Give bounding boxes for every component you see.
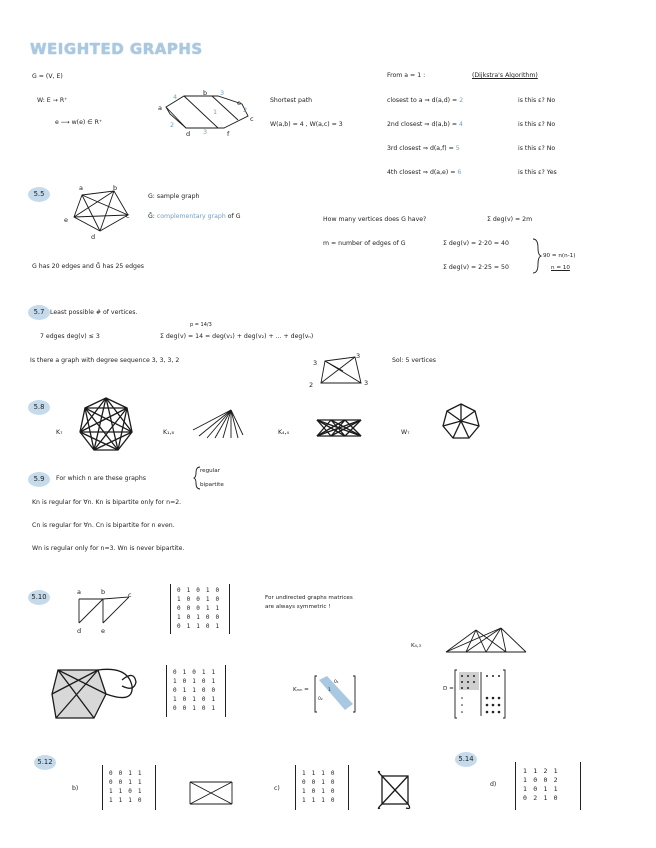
dijkstra-start: From a = 1 : — [387, 72, 426, 79]
weights-example: W(a,b) = 4 , W(a,c) = 3 — [270, 121, 343, 128]
sum-complement: Σ deg(v) = 2·25 = 50 — [443, 264, 509, 271]
block-label: 1 — [328, 688, 331, 693]
dijkstra-check: is this ε? No — [518, 97, 556, 104]
edge-weight: 3 — [203, 128, 208, 136]
bipartite-label: K₄,₃ — [411, 643, 421, 649]
graph-label-k7: K₇ — [56, 429, 63, 436]
matrix-row: 1 1 1 0 — [109, 797, 143, 804]
matrix-row: 1 0 1 0 1 — [173, 696, 217, 703]
constraint-line: 7 edges deg(v) ≤ 3 — [40, 333, 100, 340]
vertex-label: d — [91, 233, 96, 241]
vertex-label: d — [186, 130, 191, 138]
curly-brace — [532, 238, 542, 274]
dijkstra-step: 4th closest ⇒ d(a,e) = — [387, 169, 456, 176]
degree-label: 3 — [364, 379, 369, 387]
part-label: c) — [274, 785, 280, 792]
bipartite-k43-diagram — [436, 624, 536, 658]
edge-weight: 1 — [213, 108, 218, 116]
wheel-graph-w7 — [441, 402, 481, 440]
option-regular: regular — [200, 468, 220, 474]
dijkstra-check: is this ε? Yes — [518, 169, 557, 176]
edges-statement: G has 20 edges and Ḡ has 25 edges — [32, 263, 144, 270]
edge-weight: 3 — [220, 89, 225, 97]
dijkstra-step: 2nd closest ⇒ d(a,b) = — [387, 121, 458, 128]
directed-graph-diagram — [75, 593, 135, 629]
matrix-row: 1 0 0 1 0 — [177, 596, 221, 603]
edge-weight-map: e ⟶ w(e) ∈ R⁺ — [55, 119, 103, 126]
matrix-row: 0 1 1 0 1 — [177, 623, 221, 630]
matrix-row: 0 1 0 1 1 — [173, 669, 217, 676]
note-line: are always symmetric ! — [265, 604, 331, 610]
block-label: 0₁ — [334, 680, 339, 685]
part-label: b) — [72, 785, 79, 792]
answer-line: Cn is regular for ∀n. Cn is bipartite for n even. — [32, 522, 175, 529]
edge-weight: 2 — [170, 121, 175, 129]
pattern-matrix-label: D = — [443, 686, 454, 692]
adjacency-matrix — [515, 762, 581, 810]
note-line: For undirected graphs matrices — [265, 595, 353, 601]
matrix-row: 0 1 0 1 0 — [177, 587, 221, 594]
star-graph-k18 — [191, 408, 243, 440]
complement-prefix: Ḡ: — [148, 213, 155, 220]
vertex-label: b — [203, 89, 208, 97]
section-badge: 5.5 — [28, 187, 50, 202]
dijkstra-step: 3rd closest ⇒ d(a,f) = — [387, 145, 454, 152]
matrix-row: 1 0 1 1 — [523, 785, 559, 793]
bipartite-graph-k44 — [315, 418, 363, 438]
multigraph-diagram — [48, 664, 138, 724]
sample-graph-label: G: sample graph — [148, 193, 200, 200]
edge-weight: 2 — [243, 106, 248, 114]
section-badge: 5.9 — [28, 472, 50, 487]
vertex-label: e — [64, 216, 68, 224]
vertex-label: c — [250, 115, 254, 123]
kmn-label: Kₘₙ = — [293, 687, 309, 693]
matrix-row: 0 0 1 1 — [109, 779, 143, 786]
matrix-row: 1 0 0 2 — [523, 776, 559, 784]
vertex-label: b — [101, 588, 106, 596]
matrix-row: 1 1 0 1 — [109, 788, 143, 795]
vertex-label: f — [227, 130, 230, 138]
dijkstra-step: closest to a ⇒ d(a,d) = — [387, 97, 458, 104]
section-heading: Least possible # of vertices. — [50, 309, 138, 316]
result-answer: n = 10 — [551, 265, 570, 271]
graph-b-diagram — [186, 778, 236, 808]
matrix-row: 0 0 1 0 — [302, 779, 336, 786]
answer-line: Wn is regular only for n=3. Wn is never bipartite. — [32, 545, 185, 552]
vertex-label: c — [126, 212, 130, 220]
dijkstra-check: is this ε? No — [518, 121, 556, 128]
section-badge: 5.8 — [28, 400, 50, 415]
matrix-row: 0 0 1 0 1 — [173, 705, 217, 712]
vertex-label: c — [128, 591, 132, 599]
shortest-path-label: Shortest path — [270, 97, 313, 104]
degree-label: 3 — [356, 352, 361, 360]
degree-sequence-graph — [315, 355, 367, 391]
graph-label-k18: K₁,₈ — [163, 429, 174, 436]
dot-pattern-matrix — [453, 668, 507, 720]
complement-suffix: of G — [227, 213, 241, 220]
matrix-row: 0 0 1 1 — [109, 770, 143, 777]
degree-label: 3 — [313, 359, 318, 367]
matrix-row: 0 0 0 1 1 — [177, 605, 221, 612]
dijkstra-value: 2 — [459, 97, 464, 104]
graph-label-k44: K₄,₄ — [278, 429, 289, 436]
result-equation: 90 = n(n-1) — [543, 253, 576, 259]
dijkstra-value: 5 — [455, 145, 460, 152]
graph-c-diagram — [376, 770, 412, 810]
vertex-label: e — [101, 627, 105, 635]
matrix-row: 1 0 1 0 0 — [177, 614, 221, 621]
question-text: Is there a graph with degree sequence 3, 3, 3, 2 — [30, 357, 180, 364]
vertex-label: e — [237, 99, 241, 107]
matrix-row: 0 1 1 0 0 — [173, 687, 217, 694]
section-badge: 5.12 — [34, 755, 56, 770]
adjacency-matrix — [295, 765, 349, 810]
vertex-label: d — [77, 627, 82, 635]
block-label: 0₂ — [318, 697, 323, 702]
dijkstra-value: 6 — [457, 169, 462, 176]
part-label: d) — [490, 781, 497, 788]
section-badge: 5.14 — [455, 752, 477, 767]
dijkstra-value: 4 — [459, 121, 463, 128]
matrix-row: 0 2 1 0 — [523, 794, 559, 802]
page-title: WEIGHTED GRAPHS — [30, 40, 203, 58]
matrix-row: 1 0 1 0 — [302, 788, 336, 795]
handshake-formula: Σ deg(v) = 2m — [487, 216, 533, 223]
matrix-row: 1 1 1 0 — [302, 770, 336, 777]
complement-term: complementary graph — [156, 213, 226, 220]
adjacency-matrix — [170, 584, 230, 634]
adjacency-matrix — [102, 765, 156, 810]
graph-definition: G = (V, E) — [32, 73, 63, 80]
graph-label-w7: W₇ — [401, 429, 410, 436]
degree-sum: Σ deg(v) = 14 = deg(v₁) + deg(v₂) + ... + deg(vₙ) — [160, 333, 314, 340]
matrix-row: 1 1 2 1 — [523, 767, 559, 775]
section-badge: 5.10 — [28, 590, 50, 605]
dijkstra-title: (Dijkstra's Algorithm) — [472, 72, 538, 79]
weight-function: W: E → R⁺ — [37, 97, 68, 104]
adjacency-matrix — [166, 665, 226, 717]
vertex-label: b — [113, 184, 118, 192]
question-text: For which n are these graphs — [56, 475, 146, 482]
option-bipartite: bipartite — [200, 482, 224, 488]
dijkstra-check: is this ε? No — [518, 145, 556, 152]
degree-label: 2 — [309, 381, 314, 389]
sum-g: Σ deg(v) = 2·20 = 40 — [443, 240, 509, 247]
sample-graph-diagram — [70, 185, 140, 237]
vertex-label: a — [77, 588, 81, 596]
p-value: p = 14/3 — [190, 322, 212, 328]
question-text: How many vertices does G have? — [323, 216, 427, 223]
solution-text: Sol: 5 vertices — [392, 357, 436, 364]
vertex-label: a — [158, 104, 162, 112]
vertex-label: a — [79, 184, 83, 192]
complete-graph-k7 — [77, 396, 135, 454]
section-badge: 5.7 — [28, 305, 50, 320]
answer-line: Kn is regular for ∀n. Kn is bipartite only for n=2. — [32, 499, 182, 506]
edge-count-def: m = number of edges of G — [323, 240, 406, 247]
matrix-row: 1 0 1 0 1 — [173, 678, 217, 685]
matrix-row: 1 1 1 0 — [302, 797, 336, 804]
edge-weight: 4 — [173, 93, 178, 101]
